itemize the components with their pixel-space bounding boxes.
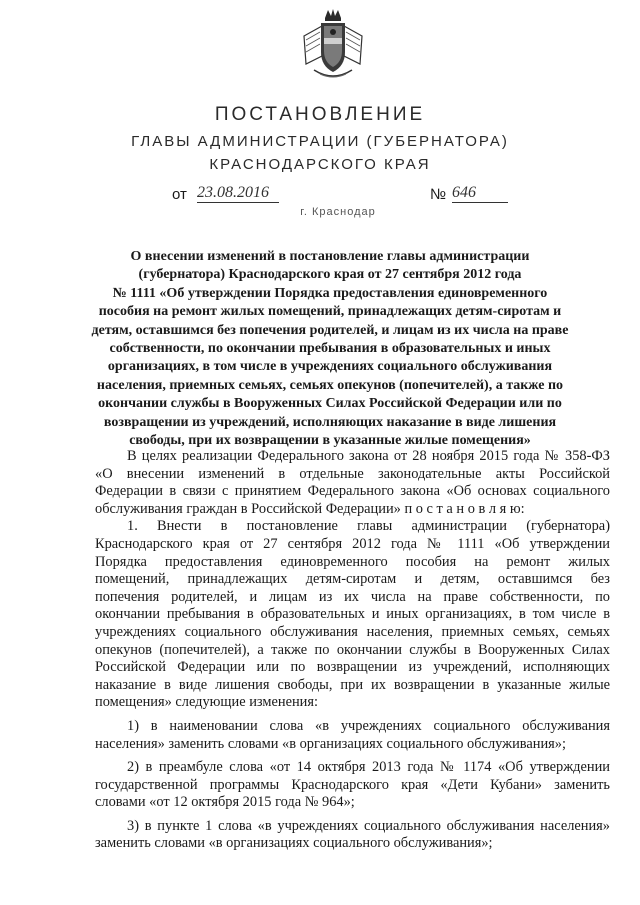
text-line: «О внесении изменений в отдельные законодательные акты Российской [95,465,610,482]
title-line: свободы, при их возвращении в указанные жилые помещения» [129,433,531,449]
text-line: населения» заменить словами «в организациях социального обслуживания»; [95,735,566,752]
text-line: В целях реализации Федерального закона от 28 ноября 2015 года № 358-ФЗ [127,448,610,464]
title-line: собственности, по окончании пребывания в образовательных и иных [109,341,551,357]
text-line: 2) в преамбуле слова «от 14 октября 2013 года № 1174 «Об утверждении [127,759,610,776]
text-line: Федерации в связи с принятием Федерального закона «Об основах социального [95,483,610,500]
text-line: 1) в наименовании слова «в учреждениях социального обслуживания [127,717,610,734]
text-line: помещения» следующие изменения: [95,694,318,711]
title-line: (губернатора) Краснодарского края от 27 сентября 2012 года [138,267,522,283]
text-line: 1. Внести в постановление главы администрации (губернатора) [127,518,610,535]
intro-paragraph [95,448,610,518]
title-line: детям, оставшимся без попечения родителей, и лицам из их числа на праве [91,322,569,338]
document-body [95,448,610,853]
number-label: № [430,186,447,203]
coat-of-arms-emblem [300,8,366,84]
subitem-3-paragraph [95,818,610,853]
text-line: учреждениях социального обслуживания населения, приемных семьях, семьях [95,623,610,640]
decree-heading: ПОСТАНОВЛЕНИЕ [214,104,426,125]
document-title [70,248,590,450]
subitem-2-paragraph [95,759,610,812]
title-line: окончании службы в Вооруженных Силах Российской Федерации или по [98,396,562,412]
issuer-line: ГЛАВЫ АДМИНИСТРАЦИИ (ГУБЕРНАТОРА) [131,133,509,150]
text-line: Российской Федерации или по возвращении из учреждений, исполняющих [95,659,610,676]
text-line: попечения родителей, и лицам из их числа на праве собственности, по [95,588,610,605]
title-line: пособия на ремонт жилых помещений, принадлежащих детям-сиротам и [98,304,562,320]
item-1-paragraph [95,518,610,712]
text-line: заменить словами «в организациях социального обслуживания»; [95,835,493,852]
date-label: от [172,186,187,203]
text-line: помещений, принадлежащих детям-сиротам и детям, оставшимся без [95,571,610,588]
text-line: государственной программы Краснодарского края «Дети Кубани» заменить [95,776,610,793]
subitem-1-paragraph [95,718,610,753]
handwritten-date: 23.08.2016 [197,184,279,203]
text-line: Краснодарского края от 27 сентября 2012 года № 1111 «Об утверждении [95,535,610,552]
text-line: наказание в виде лишения свободы, при их возвращении в указанные жилые [95,676,610,693]
text-line: опекунов (попечителей), а также по окончании службы в Вооруженных Силах [95,641,610,658]
handwritten-number: 646 [452,184,508,203]
title-line: № 1111 «Об утверждении Порядка предоставления единовременного [112,285,548,301]
text-line: окончании пребывания в образовательных и иных организациях, в том числе в [95,606,610,623]
title-line: организациях, в том числе в учреждениях социального обслуживания [107,359,553,375]
city-label: г. Краснодар [300,206,376,218]
text-line: Порядка предоставления единовременного пособия на ремонт жилых [95,553,610,570]
text-line: 3) в пункте 1 слова «в учреждениях социального обслуживания населения» [127,817,610,834]
text-line: словами «от 12 октября 2015 года № 964»; [95,794,355,811]
title-line: населения, приемных семьях, семьях опекунов (попечителей), а также по [96,377,564,393]
text-line: обслуживания граждан в Российской Федерации» п о с т а н о в л я ю: [95,500,525,517]
title-line: возвращении из учреждений, исполняющих наказание в виде лишения [103,414,557,430]
region-line: КРАСНОДАРСКОГО КРАЯ [209,156,431,173]
title-line: О внесении изменений в постановление главы администрации [130,249,530,264]
